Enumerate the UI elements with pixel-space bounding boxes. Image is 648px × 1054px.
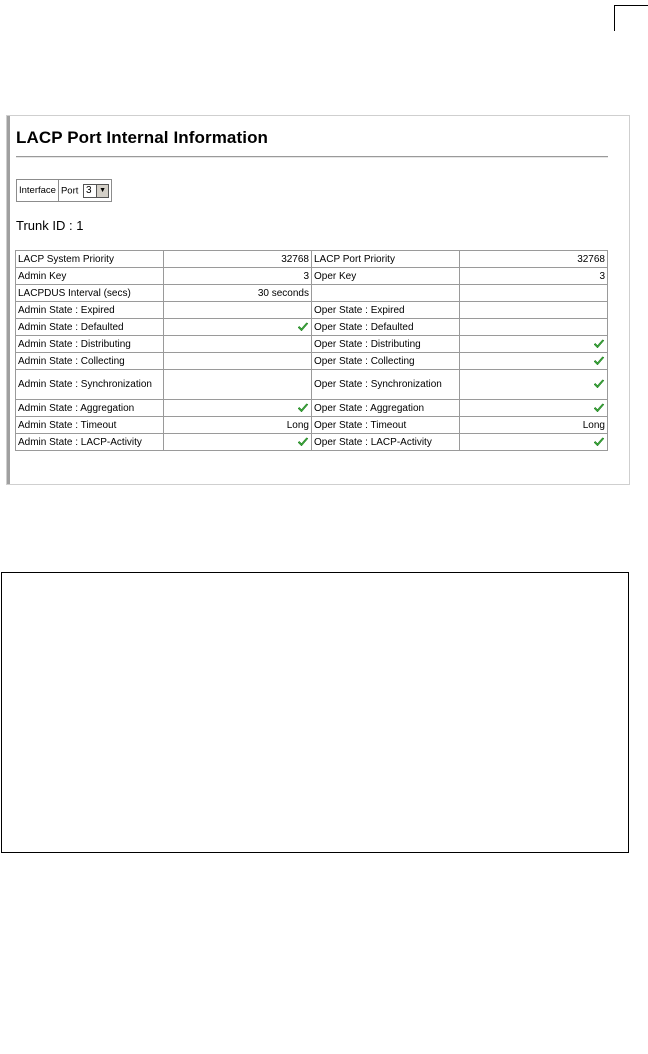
admin-value	[164, 370, 312, 400]
admin-value	[164, 400, 312, 417]
admin-value	[164, 434, 312, 451]
table-row	[16, 370, 608, 400]
oper-label: Oper State : Aggregation	[312, 400, 460, 417]
oper-value	[460, 336, 608, 353]
admin-value: 3	[164, 268, 312, 285]
checkmark-icon	[297, 322, 309, 332]
interface-label: Interface	[17, 180, 59, 202]
checkmark-icon	[593, 356, 605, 366]
admin-label: Admin State : Timeout	[16, 417, 164, 434]
trunk-id-label: Trunk ID : 1	[16, 218, 84, 233]
admin-label: Admin State : Expired	[16, 302, 164, 319]
table-row	[16, 400, 608, 417]
table-row	[16, 434, 608, 451]
checkmark-icon	[593, 403, 605, 413]
oper-label	[312, 285, 460, 302]
oper-label: Oper State : Defaulted	[312, 319, 460, 336]
admin-label: Admin State : Defaulted	[16, 319, 164, 336]
admin-value: 32768	[164, 251, 312, 268]
oper-value	[460, 302, 608, 319]
admin-value	[164, 353, 312, 370]
admin-label: Admin State : Aggregation	[16, 400, 164, 417]
lacp-port-internal-panel	[6, 115, 630, 485]
admin-label: LACPDUS Interval (secs)	[16, 285, 164, 302]
port-select[interactable]	[83, 184, 109, 198]
admin-label: Admin State : Collecting	[16, 353, 164, 370]
oper-value	[460, 400, 608, 417]
admin-label: Admin State : Synchronization	[16, 370, 164, 400]
oper-value	[460, 353, 608, 370]
table-row	[16, 319, 608, 336]
chevron-down-icon[interactable]: ▼	[96, 185, 108, 197]
table-row	[16, 251, 608, 268]
table-row	[16, 268, 608, 285]
port-label: Port	[60, 185, 79, 197]
oper-label: Oper State : Distributing	[312, 336, 460, 353]
oper-label: Oper Key	[312, 268, 460, 285]
checkmark-icon	[593, 437, 605, 447]
oper-value	[460, 319, 608, 336]
admin-value: Long	[164, 417, 312, 434]
port-select-value: 3	[86, 185, 92, 196]
empty-text-box	[1, 572, 629, 853]
interface-selector	[16, 179, 112, 202]
oper-label: Oper State : Timeout	[312, 417, 460, 434]
admin-label: Admin State : Distributing	[16, 336, 164, 353]
page-corner-mark	[614, 5, 648, 31]
oper-label: Oper State : LACP-Activity	[312, 434, 460, 451]
oper-value: 32768	[460, 251, 608, 268]
oper-value: Long	[460, 417, 608, 434]
oper-label: LACP Port Priority	[312, 251, 460, 268]
table-row	[16, 353, 608, 370]
oper-value	[460, 285, 608, 302]
admin-label: Admin State : LACP-Activity	[16, 434, 164, 451]
checkmark-icon	[297, 403, 309, 413]
oper-value: 3	[460, 268, 608, 285]
table-row	[16, 285, 608, 302]
checkmark-icon	[297, 437, 309, 447]
admin-value	[164, 302, 312, 319]
oper-label: Oper State : Expired	[312, 302, 460, 319]
port-cell	[58, 180, 111, 202]
oper-value	[460, 434, 608, 451]
checkmark-icon	[593, 379, 605, 389]
admin-value: 30 seconds	[164, 285, 312, 302]
admin-label: LACP System Priority	[16, 251, 164, 268]
table-row	[16, 302, 608, 319]
table-row	[16, 417, 608, 434]
oper-value	[460, 370, 608, 400]
admin-value	[164, 336, 312, 353]
page-title: LACP Port Internal Information	[16, 128, 269, 147]
oper-label: Oper State : Collecting	[312, 353, 460, 370]
oper-label: Oper State : Synchronization	[312, 370, 460, 400]
lacp-info-table	[15, 250, 608, 451]
frame-left-bar	[7, 116, 10, 484]
title-divider	[16, 156, 608, 158]
checkmark-icon	[593, 339, 605, 349]
admin-label: Admin Key	[16, 268, 164, 285]
admin-value	[164, 319, 312, 336]
table-row	[16, 336, 608, 353]
